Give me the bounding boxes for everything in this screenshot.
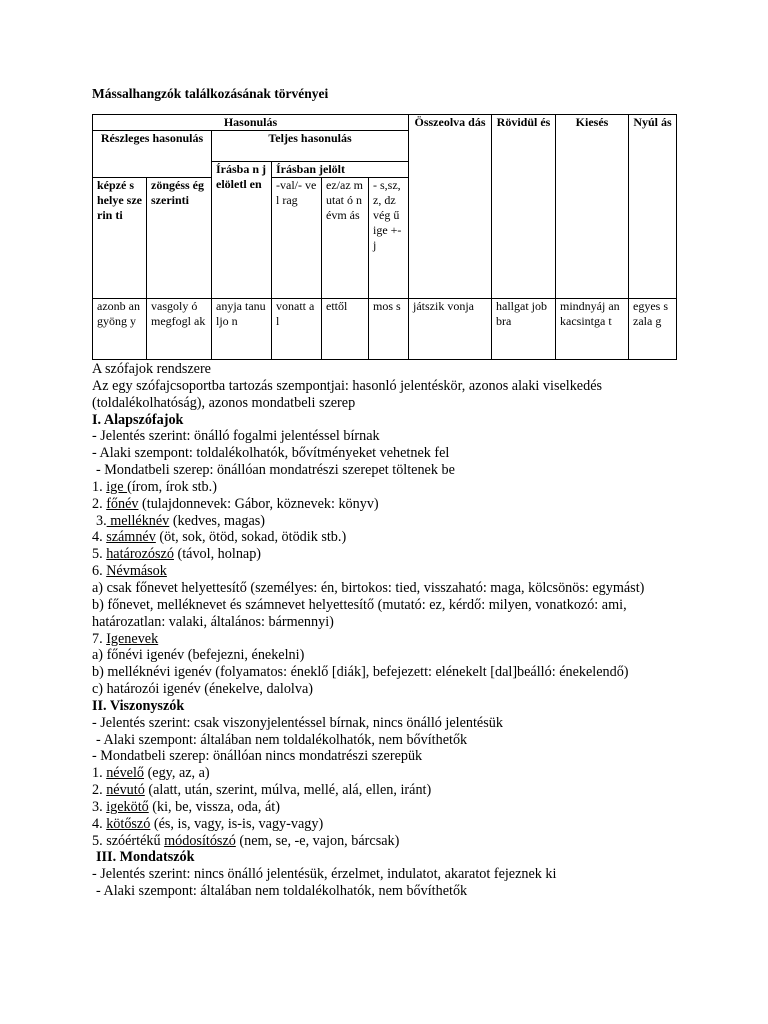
text-line: - Alaki szempont: toldalékolhatók, bővítményeket vehetnek fel — [92, 445, 450, 462]
example-nyulas: egyes szala g — [629, 299, 677, 360]
header-irasban-jelolt: Írásban jelölt — [272, 162, 409, 178]
document-title: Mássalhangzók találkozásának törvényei — [92, 86, 329, 101]
text-line: - Jelentés szerint: csak viszonyjelentéssel bírnak, nincs önálló jelentésük — [92, 714, 503, 731]
term: névelő — [106, 765, 145, 782]
example-rovidules: hallgat jobbra — [492, 299, 556, 360]
header-teljes: Teljes hasonulás — [212, 131, 409, 162]
text-line: - Alaki szempont: általában nem toldalékolhatók, nem bővíthetők — [96, 731, 468, 748]
term: névutó — [106, 782, 145, 799]
header-kepzes: képzé s helye szerin ti — [93, 178, 147, 299]
header-ez-az: ez/az mutat ó névm ás — [322, 178, 369, 299]
text-line: a) főnévi igenév (befejezni, énekelni) — [92, 647, 305, 664]
list-item: 4. számnév (öt, sok, ötöd, sokad, ötödik stb.) — [92, 529, 347, 546]
list-item: 2. főnév (tulajdonnevek: Gábor, köznevek: könyv) — [92, 495, 379, 512]
section-heading-szofajok: A szófajok rendszere — [92, 361, 211, 377]
list-item: 7. Igenevek — [92, 630, 159, 647]
example-val-vel: vonatt al — [272, 299, 322, 360]
term: módosítószó — [164, 832, 236, 849]
list-item: 3. igekötő (ki, be, vissza, oda, át) — [92, 798, 280, 815]
term: Névmások — [106, 563, 167, 580]
list-item: 5. szóértékű módosítószó (nem, se, -e, vajon, bárcsak) — [92, 832, 400, 849]
list-item: 3. melléknév (kedves, magas) — [96, 512, 266, 529]
text-line: c) határozói igenév (énekelve, dalolva) — [92, 681, 313, 698]
list-item: 2. névutó (alatt, után, szerint, múlva, mellé, alá, ellen, iránt) — [92, 782, 432, 799]
example-s-sz: mos s — [369, 299, 409, 360]
header-rovidules: Rövidül és — [492, 115, 556, 299]
header-reszleges: Részleges hasonulás — [93, 131, 212, 178]
example-osszeolvadas: játszik vonja — [409, 299, 492, 360]
example-ez-az: ettől — [322, 299, 369, 360]
document-page — [92, 86, 692, 900]
text-line: a) csak főnevet helyettesítő (személyes: én, birtokos: tied, visszaható: maga, kölcsönös: egymást) — [92, 579, 645, 596]
term: főnév — [106, 495, 139, 512]
header-hasonulas: Hasonulás — [93, 115, 409, 131]
text-line: - Jelentés szerint: önálló fogalmi jelentéssel bírnak — [92, 428, 380, 445]
document-body — [92, 361, 682, 900]
text-line: - Mondatbeli szerep: önállóan mondatrészi szerepet töltenek be — [96, 462, 455, 479]
list-item: 5. határozószó (távol, holnap) — [92, 546, 262, 563]
text-line: b) melléknévi igenév (folyamatos: éneklő [diák], befejezett: elénekelt [dal]beálló: énekelendő) — [92, 664, 629, 681]
example-kepzes: azonb an gyöng y — [93, 299, 147, 360]
heading-viszonyszok: II. Viszonyszók — [92, 697, 185, 714]
term: melléknév — [106, 512, 170, 529]
text-line: - Alaki szempont: általában nem toldalékolhatók, nem bővíthetők — [96, 883, 468, 900]
list-item: 1. ige (írom, írok stb.) — [92, 478, 217, 495]
header-zongesseg: zöngéss ég szerinti — [147, 178, 212, 299]
assimilation-table — [92, 114, 677, 360]
header-nyulas: Nyúl ás — [629, 115, 677, 299]
term: számnév — [106, 529, 156, 546]
text-line: - Mondatbeli szerep: önállóan nincs mondatrészi szerepük — [92, 748, 423, 765]
header-kieses: Kiesés — [556, 115, 629, 299]
term: határozószó — [106, 546, 174, 563]
header-s-sz: - s,sz, z, dz vég ű ige +-j — [369, 178, 409, 299]
header-osszeolvadas: Összeolva dás — [409, 115, 492, 299]
example-zongesseg: vasgoly ó megfogl ak — [147, 299, 212, 360]
heading-alapszofajok: I. Alapszófajok — [92, 411, 184, 428]
header-irasban-jeloletlen: Írásba n jelöletl en — [212, 162, 272, 299]
list-item: 4. kötőszó (és, is, vagy, is-is, vagy-vagy) — [92, 815, 324, 832]
header-val-vel: -val/- vel rag — [272, 178, 322, 299]
example-kieses: mindnyáj an kacsintga t — [556, 299, 629, 360]
example-jeloletlen: anyja tanuljo n — [212, 299, 272, 360]
term: Igenevek — [106, 630, 159, 647]
text-line: b) főnevet, melléknevet és számnevet helyettesítő (mutató: ez, kérdő: milyen, vonatkozó: ami, határozatlan: valaki, általános: bármennyi) — [92, 596, 627, 630]
heading-mondatszok: III. Mondatszók — [96, 849, 195, 866]
term: igekötő — [106, 798, 149, 815]
term: kötőszó — [106, 815, 151, 832]
list-item: 1. névelő (egy, az, a) — [92, 765, 210, 782]
term: ige — [106, 478, 128, 495]
paragraph-criteria: Az egy szófajcsoportba tartozás szempontjai: hasonló jelentéskör, azonos alaki viselkedés (toldalékolhatóság), azonos mondatbeli szerep — [92, 377, 603, 411]
list-item: 6. Névmások — [92, 563, 167, 580]
text-line: - Jelentés szerint: nincs önálló jelentésük, érzelmet, indulatot, akaratot fejeznek ki — [92, 866, 557, 883]
